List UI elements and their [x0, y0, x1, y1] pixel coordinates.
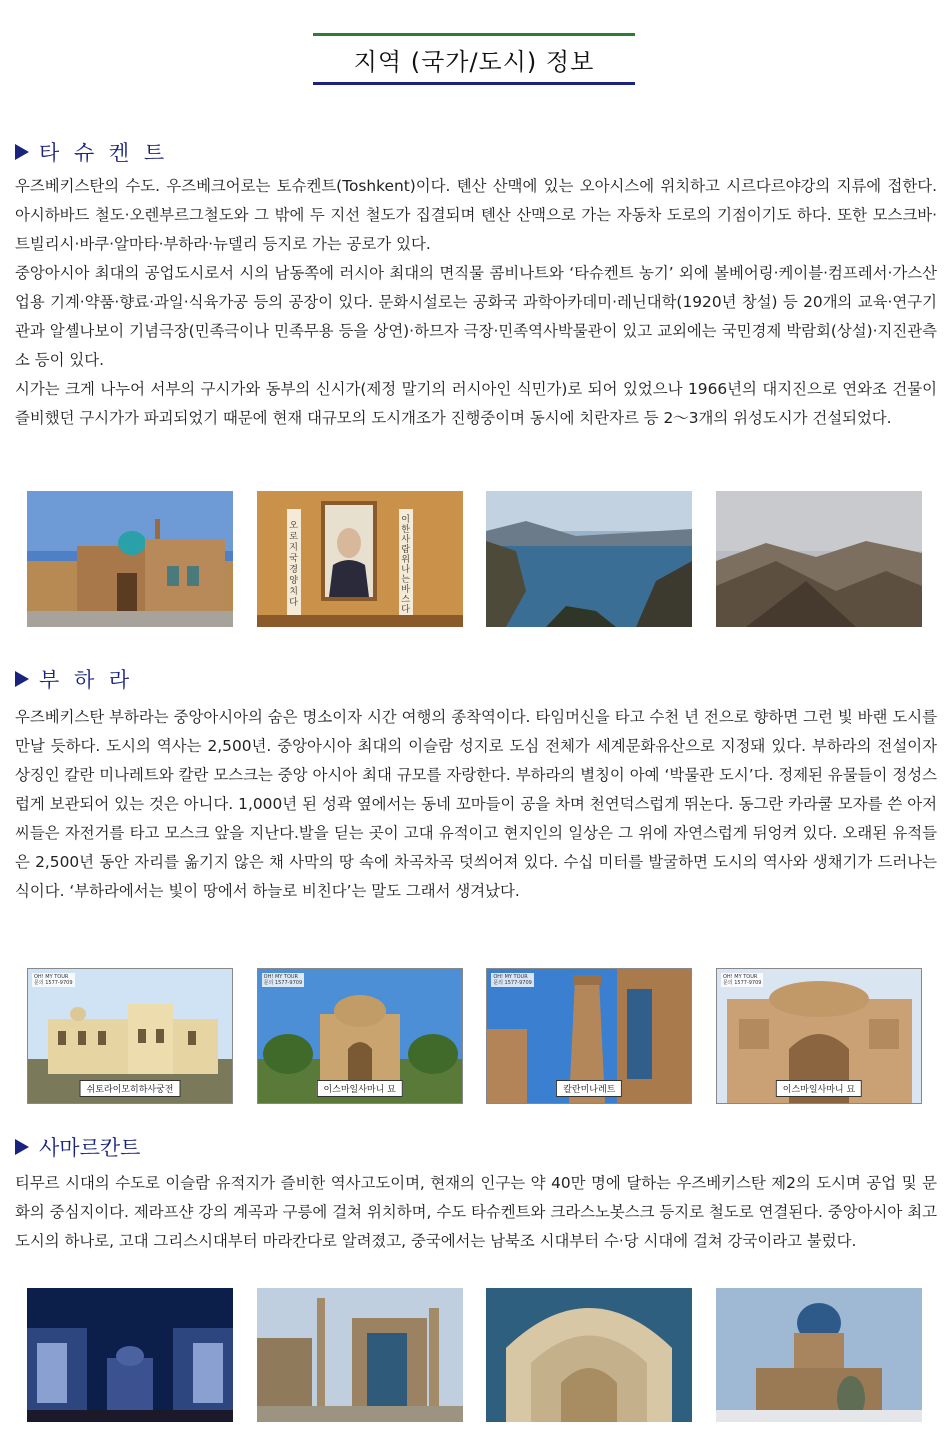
page-title: [313, 33, 635, 85]
section-heading: 부 하 라: [15, 664, 937, 694]
paragraph: 시가는 크게 나누어 서부의 구시가와 동부의 신시가(제정 말기의 러시아인 식민가)로 되어 있었으나 1966년의 대지진으로 연와조 건물이 즐비했던 구시가가 파괴되었기 때문에 현재 대규모의 도시개조가 진행중이며 동시에 치란자르 등 2～3개의 위성도시가 건설되었다.: [15, 380, 937, 427]
paragraph: 중앙아시아 최대의 공업도시로서 시의 남동쪽에 러시아 최대의 면직물 콤비나트와 ‘타슈켄트 농기’ 외에 볼베어링·케이블·컴프레서·가스산업용 기계·약품·향료·과일·식육가공 등의 공장이 있다. 문화시설로는 공화국 과학아카데미·레닌대학(1920년 창설) 등 20개의 교육·연구기관과 알셸나보이 기념극장(민족극이나 민족무용 등을 상연)·하므자 극장·민족역사박물관이 있고 교외에는 국민경제 박람회(상설)·지진관측소 등이 있다.: [15, 264, 937, 369]
paragraph: 우즈베키스탄의 수도. 우즈베크어로는 토슈켄트(Toshkent)이다. 톈산 산맥에 있는 오아시스에 위치하고 시르다르야강의 지류에 접한다. 아시하바드 철도·오렌부르그철도와 그 밖에 두 지선 철도가 집결되며 톈산 산맥으로 가는 자동차 도로의 기점이기도 하다. 또한 모스크바·트빌리시·바쿠·알마타·부하라·뉴델리 등지로 가는 공로가 있다.: [15, 177, 937, 253]
page-title-text: 지역 (국가/도시) 정보: [353, 47, 595, 76]
portrait-left-panel-text: 오로지 국경 양치다: [289, 521, 298, 608]
samarkand-photo-row: [27, 1288, 922, 1424]
section-heading: 타 슈 켄 트: [15, 137, 937, 167]
bukhara-photo-row: [27, 968, 922, 1104]
mausoleum-closeup-photo: [716, 968, 922, 1104]
muqarnas-photo: [486, 1288, 692, 1424]
photo-caption: 이스마일사마니 묘: [316, 1080, 402, 1097]
tour-logo: OH! MY TOUR 문의 1577-9709: [34, 974, 73, 986]
photo-caption: 칼란미나레트: [556, 1080, 622, 1097]
paragraph: 우즈베키스탄 부하라는 중앙아시아의 숨은 명소이자 시간 여행의 종착역이다. 타임머신을 타고 수천 년 전으로 향하면 그런 빛 바랜 도시를 만날 듯하다. 도시의 역사는 2,500년. 중앙아시아 최대의 이슬람 성지로 도심 전체가 세계문화유산으로 지정돼 있다. 부하라의 전설이자 상징인 칼란 미나레트와 칼란 모스크는 중앙 아시아 최대 규모를 자랑한다. 부하라의 별칭이 아예 ‘박물관 도시’다. 정제된 유물들이 정성스럽게 보관되어 있는 것은 아니다. 1,000년 된 성곽 옆에서는 동네 꼬마들이 공을 차며 천연덕스럽게 뛰논다. 동그란 카라쿨 모자를 쓴 아저씨들은 자전거를 타고 모스크 앞을 지난다.발을 딛는 곳이 고대 유적이고 현지인의 일상은 그 위에 자연스럽게 뒤엉켜 있다. 오래된 유적들은 2,500년 동안 자리를 옮기지 않은 채 사막의 땅 속에 차곡차곡 덧씌어져 있다. 수십 미터를 발굴하면 도시의 역사와 생채기가 드러나는 식이다. ‘부하라에서는 빛이 땅에서 하늘로 비친다’는 말도 그래서 생겨났다.: [15, 708, 937, 900]
mosque-photo: [27, 491, 233, 627]
portrait-right-panel-text: 이 한 사람 위 나는 바스다: [401, 515, 410, 615]
section-heading: 사마르칸트: [15, 1132, 937, 1162]
section-tashkent: [15, 137, 937, 433]
triangle-bullet-icon: [15, 671, 29, 687]
minaret-photo: [486, 968, 692, 1104]
bibi-khanym-photo: [716, 1288, 922, 1424]
section-samarkand: [15, 1132, 937, 1256]
mausoleum-photo: [257, 968, 463, 1104]
mountain-photo: [716, 491, 922, 627]
photo-caption: 쉬토라이모히하사궁전: [80, 1080, 181, 1097]
registan-night-photo: [27, 1288, 233, 1424]
lake-photo: [486, 491, 692, 627]
registan-day-photo: [257, 1288, 463, 1424]
triangle-bullet-icon: [15, 144, 29, 160]
photo-caption: 이스마일사마니 묘: [776, 1080, 862, 1097]
palace-photo: [27, 968, 233, 1104]
triangle-bullet-icon: [15, 1139, 29, 1155]
tour-logo: OH! MY TOUR 문의 1577-9709: [263, 974, 303, 986]
section-bukhara: [15, 664, 937, 906]
tour-logo: OH! MY TOUR 문의 1577-9709: [722, 974, 762, 986]
tour-logo: OH! MY TOUR 문의 1577-9709: [493, 974, 532, 986]
portrait-photo: [257, 491, 463, 627]
tashkent-photo-row: [27, 491, 922, 627]
paragraph: 티무르 시대의 수도로 이슬람 유적지가 즐비한 역사고도이며, 현재의 인구는 약 40만 명에 달하는 우즈베키스탄 제2의 도시며 공업 및 문화의 중심지이다. 제라프샨 강의 계곡과 구릉에 걸쳐 위치하며, 수도 타슈켄트와 크라스노봇스크 등지로 철도로 연결된다. 중앙아시아 최고 도시의 하나로, 고대 그리스시대부터 마라칸다로 알려졌고, 중국에서는 남북조 시대부터 수·당 시대에 걸쳐 강국이라고 불렀다.: [15, 1174, 937, 1250]
